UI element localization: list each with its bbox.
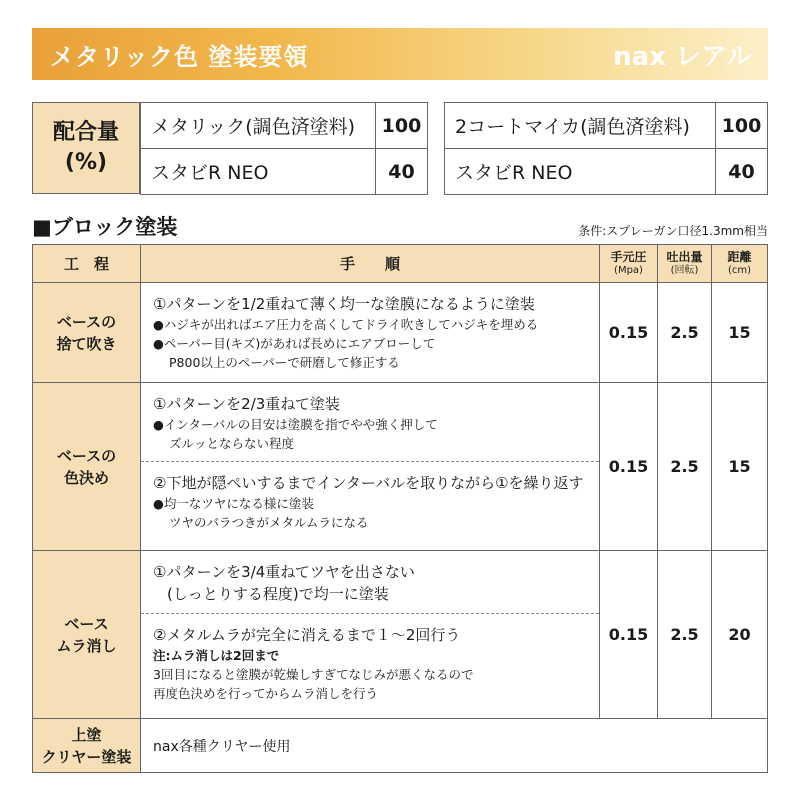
stage-label-line1: ベースの (56, 446, 117, 465)
table-header-row (33, 245, 768, 283)
procedure-step: ②下地が隠ぺいするまでインターバルを取りながら①を繰り返す (153, 474, 584, 492)
procedure-step: ①パターンを3/4重ねてツヤを出さない (153, 563, 415, 581)
mix-item-value: 100 (376, 103, 428, 149)
mix-item-name: 2コートマイカ(調色済塗料) (445, 103, 716, 149)
procedure-table (32, 244, 768, 773)
procedure-bullet: ●ペーパー目(キズ)があれば長めにエアブローして (153, 336, 436, 351)
stage-label-line1: ベース (64, 614, 109, 633)
procedure-bullet-cont: ズルッとならない程度 (169, 436, 295, 451)
procedure-block (141, 283, 599, 380)
page-title: メタリック色 塗装要領 (50, 42, 309, 71)
discharge-value: 2.5 (658, 283, 712, 383)
distance-value: 15 (712, 283, 768, 383)
header-distance-label: 距離 (727, 249, 752, 264)
procedure-bullet: ●インターバルの目安は塗膜を指でやや強く押して (153, 417, 438, 432)
header-discharge-unit: (回転) (670, 264, 699, 276)
mix-ratio-label-line1: 配合量 (52, 120, 119, 145)
header-pressure (600, 245, 658, 283)
caution-note-line: 再度色決めを行ってからムラ消しを行う (153, 686, 379, 701)
mix-row (141, 103, 428, 149)
mix-item-value: 40 (716, 149, 768, 195)
table-row (33, 383, 768, 551)
header-pressure-unit: (Mpa) (614, 264, 643, 276)
mix-item-name: メタリック(調色済塗料) (141, 103, 376, 149)
procedure-cell: nax各種クリヤー使用 (141, 719, 768, 773)
mix-item-value: 40 (376, 149, 428, 195)
procedure-step-cont: (しっとりする程度)で均一に塗装 (167, 585, 389, 603)
mix-ratio-table-mica (444, 102, 768, 195)
procedure-step: ②メタルムラが完全に消えるまで１～2回行う (153, 626, 461, 644)
mix-ratio-label (32, 102, 140, 194)
procedure-cell (141, 551, 600, 719)
condition-note: 条件:スプレーガン口径1.3mm相当 (578, 224, 768, 238)
procedure-cell (141, 383, 600, 551)
procedure-cell (141, 283, 600, 383)
stage-label-line2: ムラ消し (56, 636, 117, 655)
header-distance (712, 245, 768, 283)
table-row (33, 719, 768, 773)
stage-cell (33, 383, 141, 551)
header-procedure: 手 順 (141, 245, 600, 283)
stage-cell (33, 551, 141, 719)
stage-label-line2: 捨て吹き (56, 334, 117, 353)
distance-value: 20 (712, 551, 768, 719)
section-title: ■ブロック塗装 (32, 215, 178, 239)
mix-ratio-label-line2: (%) (64, 150, 108, 175)
stage-cell (33, 719, 141, 773)
discharge-value: 2.5 (658, 383, 712, 551)
procedure-bullet-cont: P800以上のペーパーで研磨して修正する (169, 355, 400, 370)
header-distance-unit: (cm) (727, 264, 752, 276)
procedure-block (141, 613, 599, 711)
procedure-bullet: ●均一なツヤになる様に塗装 (153, 496, 314, 511)
header-banner (32, 28, 768, 80)
header-discharge (658, 245, 712, 283)
procedure-block (141, 461, 599, 540)
mix-item-name: スタビR NEO (445, 149, 716, 195)
mix-ratio-table-metallic (140, 102, 428, 195)
procedure-bullet-cont: ツヤのバラつきがメタルムラになる (169, 515, 369, 530)
stage-cell (33, 283, 141, 383)
stage-label-line2: 色決め (63, 468, 109, 487)
procedure-block (141, 383, 599, 461)
pressure-value: 0.15 (600, 283, 658, 383)
mix-row (141, 149, 428, 195)
procedure-block (141, 551, 599, 613)
table-row (33, 551, 768, 719)
header-process: 工 程 (33, 245, 141, 283)
stage-label-line1: 上塗 (71, 725, 102, 744)
procedure-step: ①パターンを1/2重ねて薄く均一な塗膜になるように塗装 (153, 295, 535, 313)
caution-note-line: 3回目になると塗膜が乾燥しすぎてなじみが悪くなるので (153, 667, 474, 682)
mix-row (445, 103, 768, 149)
header-discharge-label: 吐出量 (666, 249, 703, 264)
discharge-value: 2.5 (658, 551, 712, 719)
stage-label-line1: ベースの (56, 312, 117, 331)
mix-row (445, 149, 768, 195)
mix-item-value: 100 (716, 103, 768, 149)
pressure-value: 0.15 (600, 383, 658, 551)
brand-logo: nax レアル (613, 41, 752, 72)
table-row (33, 283, 768, 383)
header-pressure-label: 手元圧 (610, 249, 647, 264)
procedure-step: ①パターンを2/3重ねて塗装 (153, 395, 340, 413)
distance-value: 15 (712, 383, 768, 551)
stage-label-line2: クリヤー塗装 (41, 747, 132, 766)
procedure-bullet: ●ハジキが出ればエア圧力を高くしてドライ吹きしてハジキを埋める (153, 317, 539, 332)
pressure-value: 0.15 (600, 551, 658, 719)
caution-note: 注:ムラ消しは2回まで (153, 648, 280, 663)
mix-item-name: スタビR NEO (141, 149, 376, 195)
